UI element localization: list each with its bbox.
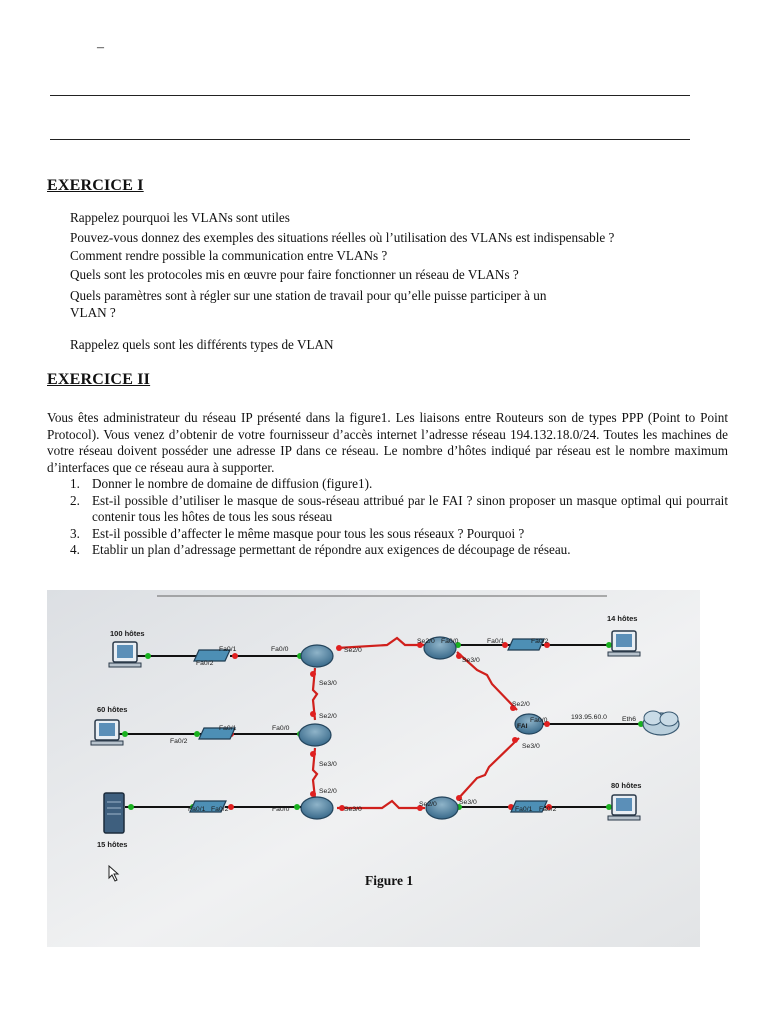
- ex1-question-6: Rappelez quels sont les différents types de VLAN: [70, 337, 334, 352]
- if-label: Se3/0: [462, 657, 480, 664]
- pc-80-hosts-icon: [608, 795, 640, 820]
- figure-background: [47, 590, 700, 947]
- header-dash: –: [97, 40, 104, 55]
- if-label: Se2/0: [417, 638, 435, 645]
- list-number: 1.: [70, 476, 80, 491]
- exercise-1-title: EXERCICE I: [47, 177, 144, 194]
- ex1-question-3: Comment rendre possible la communication entre VLANs ?: [70, 248, 388, 263]
- if-label: Fa0/0: [271, 646, 289, 653]
- fai-network-label: 193.95.60.0: [571, 714, 607, 721]
- host-label-100: 100 hôtes: [110, 629, 145, 638]
- internet-cloud-icon: [643, 711, 679, 735]
- ex2-paragraph: Vous êtes administrateur du réseau IP présenté dans la figure1. Les liaisons entre Routeurs son de types PPP (Point to Point Protocol). Vous venez d’obtenir de votre fournisseur d’accès internet l’adresse réseau 194.132.18.0/24. Toutes les machines de votre réseau doivent posséder une adresse IP dans ce réseau. Le nombre d’hôtes indiqué par réseau est le nombre maximum d’interfaces que ce réseau aura à supporter.: [47, 410, 728, 475]
- ex2-question-list: [47, 476, 728, 559]
- if-label: Se3/0: [344, 806, 362, 813]
- if-label: Fa0/2: [196, 660, 214, 667]
- header-rule-2: [50, 139, 690, 140]
- if-label: Fa0/0: [530, 717, 548, 724]
- ex1-question-2: Pouvez-vous donnez des exemples des situations réelles où l’utilisation des VLANs est indispensable ?: [70, 230, 615, 245]
- if-label: Fa0/0: [272, 806, 290, 813]
- server-15-hosts-icon: [104, 793, 124, 833]
- if-label: Fa0/1: [188, 806, 206, 813]
- ex1-question-1: Rappelez pourquoi les VLANs sont utiles: [70, 210, 290, 225]
- if-label: Se2/0: [319, 713, 337, 720]
- if-label: Se2/0: [419, 801, 437, 808]
- list-item: [47, 526, 728, 543]
- list-number: 3.: [70, 525, 80, 541]
- if-label: Fa0/1: [219, 646, 237, 653]
- if-label: Se2/0: [319, 788, 337, 795]
- if-label: Se3/0: [319, 680, 337, 687]
- list-item: [47, 493, 728, 526]
- fai-label: FAI: [517, 723, 528, 730]
- list-text: Etablir un plan d’adressage permettant de répondre aux exigences de découpage de réseau.: [92, 542, 571, 557]
- if-label: Fa0/2: [531, 638, 549, 645]
- if-label: Se3/0: [319, 761, 337, 768]
- if-label: Fa0/1: [487, 638, 505, 645]
- host-label-14: 14 hôtes: [607, 614, 638, 623]
- if-label: Fa0/2: [211, 806, 229, 813]
- ex1-question-5-cont: VLAN ?: [70, 305, 116, 320]
- if-label: Fa0/0: [272, 725, 290, 732]
- list-item: [47, 476, 728, 493]
- host-label-15: 15 hôtes: [97, 840, 128, 849]
- if-label: Fa0/2: [539, 806, 557, 813]
- if-label: Se2/0: [344, 647, 362, 654]
- ex1-question-4: Quels sont les protocoles mis en œuvre pour faire fonctionner un réseau de VLANs ?: [70, 267, 519, 282]
- pc-60-hosts-icon: [91, 720, 123, 745]
- list-item: [47, 542, 728, 559]
- if-label: Fa0/2: [170, 738, 188, 745]
- exercise-2-title: EXERCICE II: [47, 371, 151, 388]
- list-number: 2.: [70, 492, 80, 508]
- if-label: Fa0/1: [515, 806, 533, 813]
- eth6-label: Eth6: [622, 716, 636, 723]
- if-label: Se3/0: [522, 743, 540, 750]
- if-label: Fa0/1: [219, 725, 237, 732]
- figure-caption: Figure 1: [365, 873, 414, 888]
- if-label: Se3/0: [459, 799, 477, 806]
- pc-14-hosts-icon: [608, 631, 640, 656]
- header-rule-1: [50, 95, 690, 96]
- if-label: Se2/0: [512, 701, 530, 708]
- list-number: 4.: [70, 542, 80, 557]
- list-text: Est-il possible d’affecter le même masque pour tous les sous réseaux ? Pourquoi ?: [92, 525, 525, 541]
- ex1-question-5: Quels paramètres sont à régler sur une station de travail pour qu’elle puisse participer à un: [70, 288, 547, 303]
- pc-100-hosts-icon: [109, 642, 141, 667]
- if-label: Fa0/0: [441, 638, 459, 645]
- host-label-80: 80 hôtes: [611, 781, 642, 790]
- host-label-60: 60 hôtes: [97, 705, 128, 714]
- list-text: Est-il possible d’utiliser le masque de sous-réseau attribué par le FAI ? sinon proposer un masque optimal qui pourrait contenir tous les hôtes de tous les sous réseau: [92, 492, 728, 524]
- network-topology-figure: [47, 590, 700, 947]
- list-text: Donner le nombre de domaine de diffusion (figure1).: [92, 476, 373, 491]
